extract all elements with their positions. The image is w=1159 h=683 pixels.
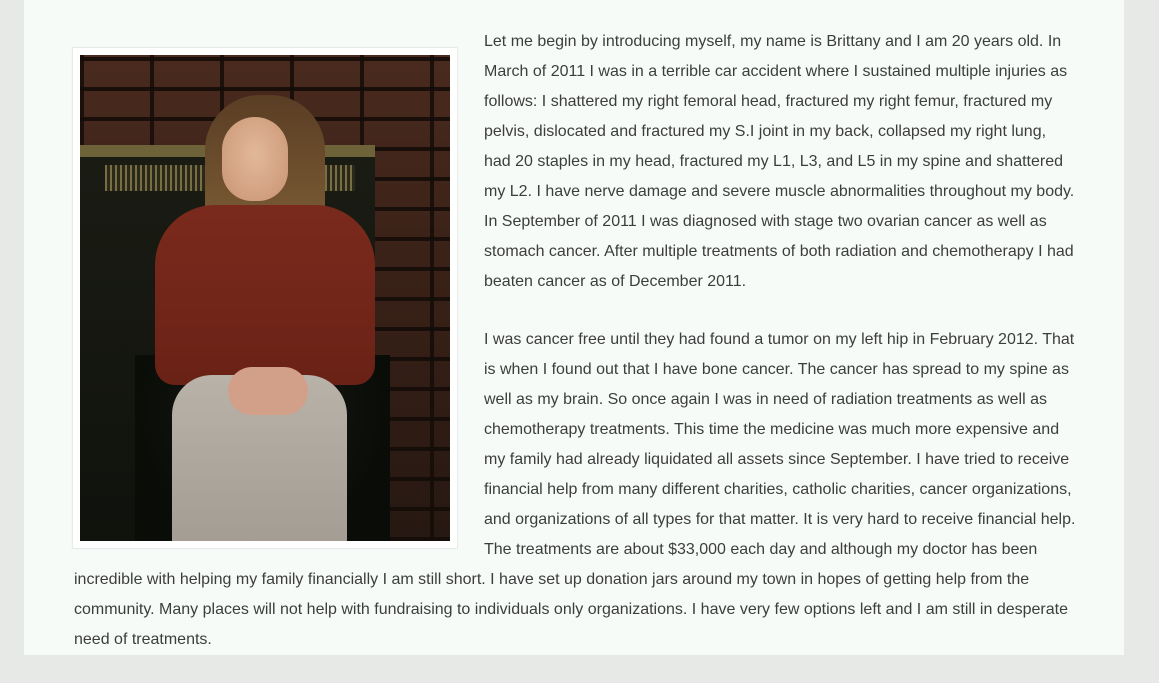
- face: [222, 117, 288, 201]
- content-panel: [24, 0, 1124, 655]
- paragraph-intro: Let me begin by introducing myself, my name is Brittany and I am 20 years old. In March of 2011 I was in a terrible car accident where I sustained multiple injuries as follows: I shattered my right femoral head, fractured my right femur, fractured my pelvis, dislocated and fractured my S.I joint in my back, collapsed my right lung, had 20 staples in my head, fractured my L1, L3, and L5 in my spine and shattered my L2. I have nerve damage and severe muscle abnormalities throughout my body. In September of 2011 I was diagnosed with stage two ovarian cancer as well as stomach cancer. After multiple treatments of both radiation and chemotherapy I had beaten cancer as of December 2011.: [484, 33, 1075, 290]
- red-top: [155, 205, 375, 385]
- article-body: [74, 27, 1076, 683]
- photo-frame: [72, 47, 458, 549]
- paragraph-bone-cancer: I was cancer free until they had found a tumor on my left hip in February 2012. That is when I found out that I have bone cancer. The cancer has spread to my spine as well as my brain. So once again I was in need of radiation treatments as well as chemotherapy treatments. This time the medicine was much more expensive and my family had already liquidated all assets since September. I have tried to receive financial help from many different charities, catholic charities, cancer organizations, and organizations of all types for that matter. It is very hard to receive financial help. The treatments are about $33,000 each day and although my doctor has been incredible with helping my family financially I am still short. I have set up donation jars around my town in hopes of getting help from the community. Many places will not help with fundraising to individuals only organizations. I have very few options left and I am still in desperate need of treatments.: [74, 331, 1076, 648]
- profile-photo: [80, 55, 450, 541]
- hands: [228, 367, 308, 415]
